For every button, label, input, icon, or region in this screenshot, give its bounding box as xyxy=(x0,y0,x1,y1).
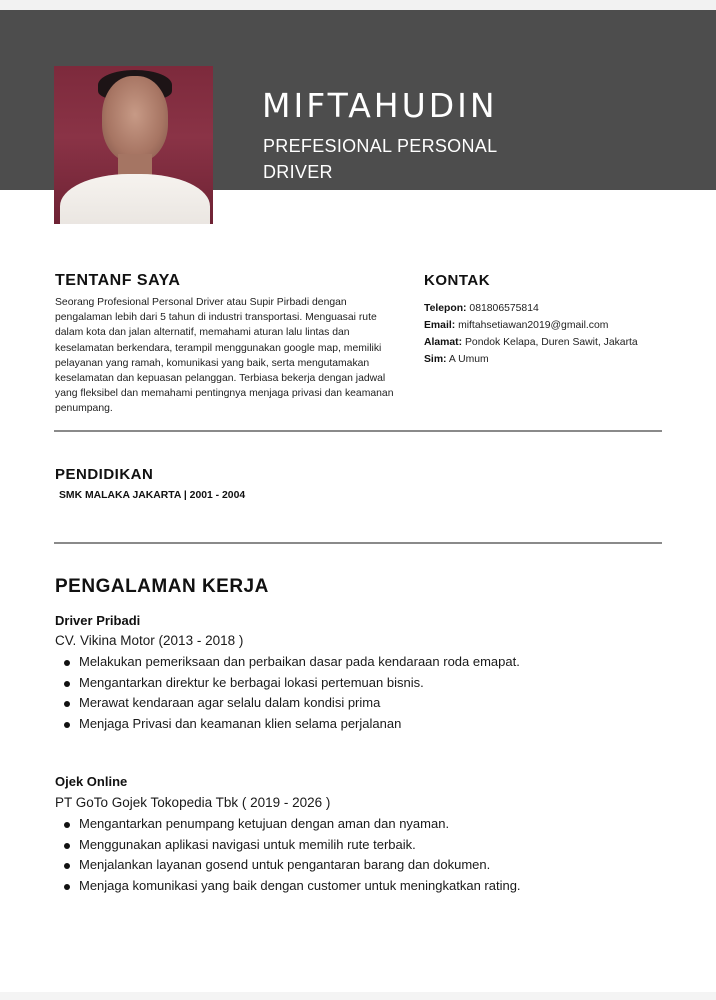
contact-sim-label: Sim: xyxy=(424,354,447,365)
job-duty-item: Mengantarkan penumpang ketujuan dengan aman dan nyaman. xyxy=(62,814,521,835)
profile-photo xyxy=(54,66,213,224)
contact-address-label: Alamat: xyxy=(424,337,463,348)
contact-heading: KONTAK xyxy=(424,272,491,289)
job-role-line-1: PREFESIONAL PERSONAL xyxy=(263,136,498,156)
section-divider xyxy=(54,430,662,432)
contact-phone xyxy=(424,300,674,317)
job-duty-list xyxy=(62,652,520,734)
education-heading: PENDIDIKAN xyxy=(55,466,154,483)
job-duty-item: Menjaga komunikasi yang baik dengan customer untuk meningkatkan rating. xyxy=(62,876,521,897)
contact-email xyxy=(424,317,674,334)
job-duty-item: Menjalankan layanan gosend untuk pengantaran barang dan dokumen. xyxy=(62,855,521,876)
contact-address xyxy=(424,334,674,351)
education-entry: SMK MALAKA JAKARTA | 2001 - 2004 xyxy=(59,490,246,501)
job-duty-item: Melakukan pemeriksaan dan perbaikan dasar pada kendaraan roda emapat. xyxy=(62,652,520,673)
contact-sim xyxy=(424,351,674,368)
contact-list xyxy=(424,300,674,368)
job-duty-list xyxy=(62,814,521,896)
section-divider xyxy=(54,542,662,544)
job-company: CV. Vikina Motor (2013 - 2018 ) xyxy=(55,633,244,648)
experience-heading: PENGALAMAN KERJA xyxy=(55,576,269,597)
job-duty-item: Menjaga Privasi dan keamanan klien selama perjalanan xyxy=(62,714,520,735)
contact-email-value: miftahsetiawan2019@gmail.com xyxy=(458,320,609,331)
job-duty-item: Mengantarkan direktur ke berbagai lokasi pertemuan bisnis. xyxy=(62,673,520,694)
bottom-strip xyxy=(0,992,716,1000)
job-role-line-2: DRIVER xyxy=(263,162,333,182)
contact-phone-value: 081806575814 xyxy=(469,303,539,314)
contact-sim-value: A Umum xyxy=(448,354,489,365)
job-company: PT GoTo Gojek Tokopedia Tbk ( 2019 - 2026 ) xyxy=(55,795,331,810)
job-duty-item: Menggunakan aplikasi navigasi untuk memilih rute terbaik. xyxy=(62,835,521,856)
job-title: Driver Pribadi xyxy=(55,613,141,628)
contact-email-label: Email: xyxy=(424,320,456,331)
contact-phone-label: Telepon: xyxy=(424,303,467,314)
job-title: Ojek Online xyxy=(55,774,128,789)
photo-face xyxy=(102,76,168,162)
person-name: MIFTAHUDIN xyxy=(262,86,498,125)
photo-shirt xyxy=(60,174,210,224)
job-duty-item: Merawat kendaraan agar selalu dalam kondisi prima xyxy=(62,693,520,714)
contact-address-value: Pondok Kelapa, Duren Sawit, Jakarta xyxy=(465,337,638,348)
about-text: Seorang Profesional Personal Driver atau Supir Pirbadi dengan pengalaman lebih dari 5 tahun di industri transportasi. Menguasai rute dalam kota dan jalan alternatif, memahami aturan lalu lintas dan keselamatan berkendara, terampil menggunakan google map, memiliki pelayanan yang ramah, komunikasi yang baik, serta mengutamakan keselamatan dan kepuasan pelanggan. Terbiasa bekerja dengan jadwal yang fleksibel dan memahami pentingnya menjaga privasi dan keamanan penumpang. xyxy=(55,297,394,415)
about-heading: TENTANF SAYA xyxy=(55,272,181,289)
top-strip xyxy=(0,0,716,10)
job-role xyxy=(263,133,523,185)
